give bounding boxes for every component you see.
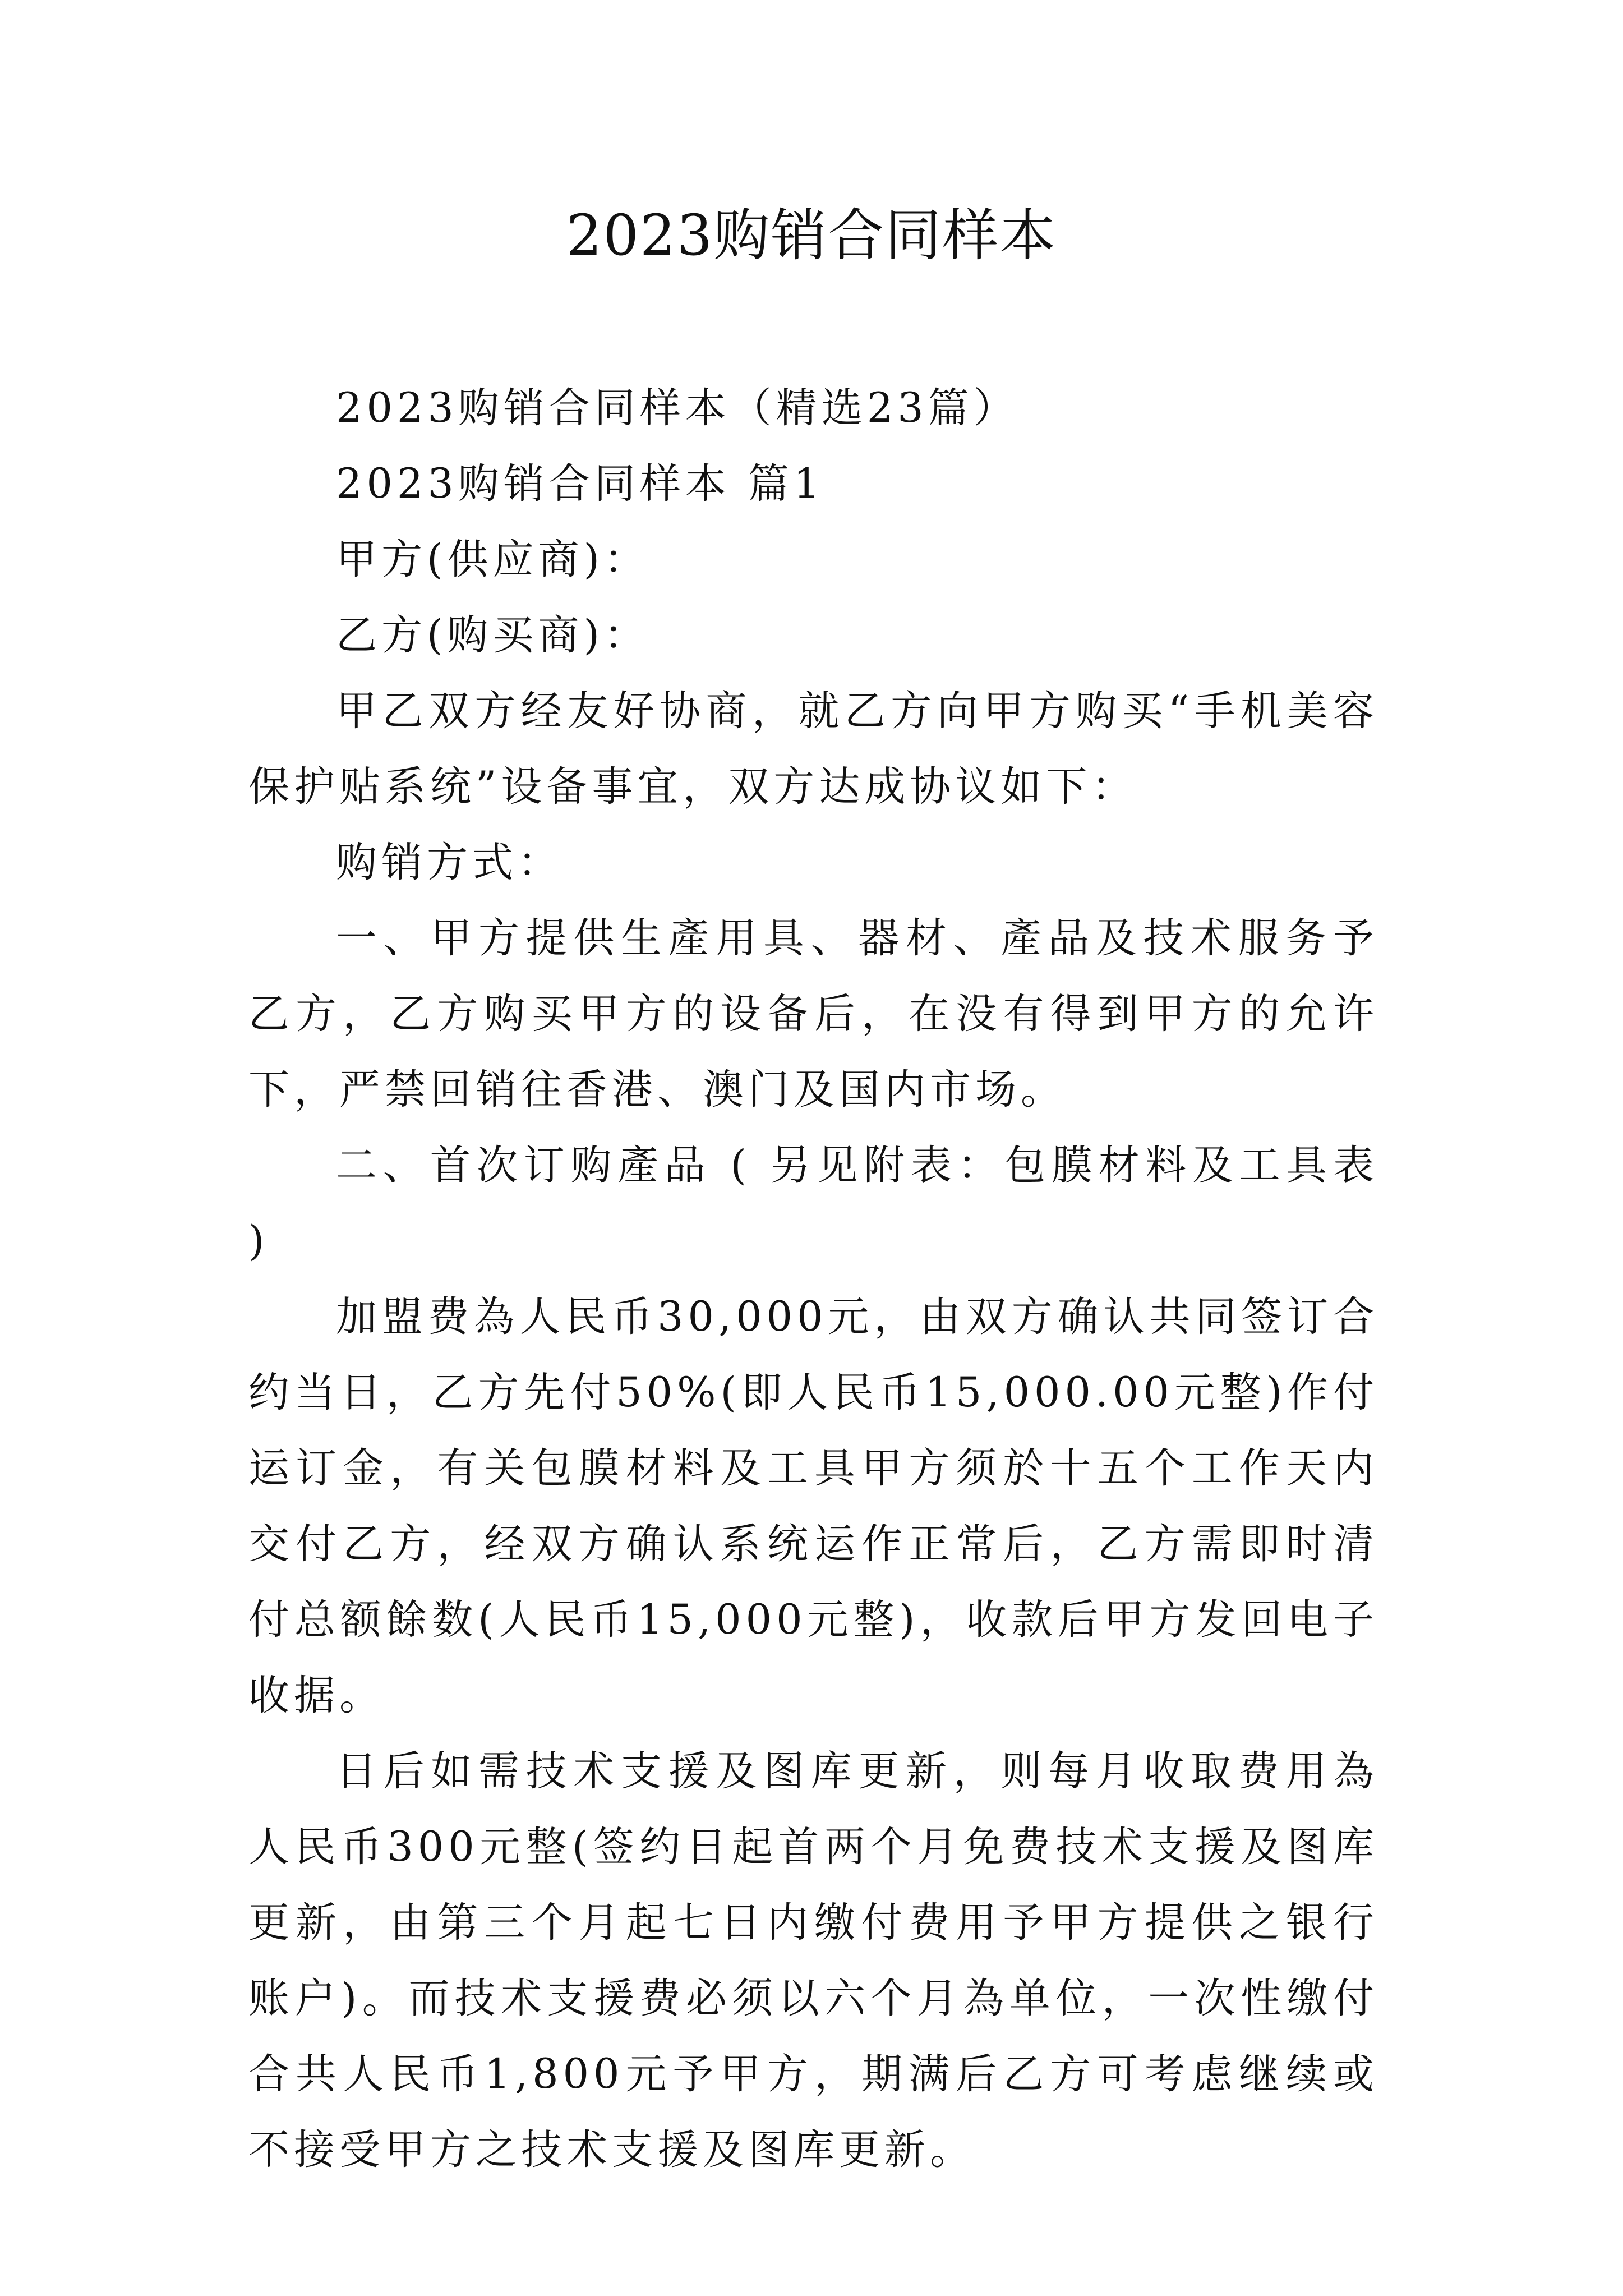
paragraph-sales-method: 购销方式： (336, 839, 563, 886)
paragraph-clause-2: 二、首次订购產品 ( 另见附表：包膜材料及工具表 ) (248, 1142, 1378, 1265)
paragraph-tech-support: 日后如需技术支援及图库更新，则每月收取费用為人民币300元整(签约日起首两个月免费技术支援及图库更新，由第三个月起七日内缴付费用予甲方提供之银行账户)。而技术支援费必须以六个月為单位，一次性缴付合共人民币1,800元予甲方，期满后乙方可考虑继续或不接受甲方之技术支援及图库更新。 (248, 1747, 1378, 2174)
document-title: 2023购销合同样本 (566, 203, 1057, 268)
paragraph-clause-1: 一、甲方提供生產用具、器材、產品及技术服务予乙方，乙方购买甲方的设备后，在没有得到甲方的允许下，严禁回销往香港、澳门及国内市场。 (248, 914, 1378, 1114)
paragraph-section-title: 2023购销合同样本 篇1 (336, 460, 824, 508)
paragraph-franchise-fee: 加盟费為人民币30,000元，由双方确认共同签订合约当日，乙方先付50%(即人民币15,000.00元整)作付运订金，有关包膜材料及工具甲方须於十五个工作天内交付乙方，经双方确认系统运作正常后，乙方需即时清付总额餘数(人民币15,000元整)，收款后甲方发回电子收据。 (248, 1293, 1378, 1719)
paragraph-party-a: 甲方(供应商)： (336, 536, 649, 583)
paragraph-party-b: 乙方(购买商)： (336, 611, 649, 659)
paragraph-heading: 2023购销合同样本（精选23篇） (336, 384, 1019, 432)
document-body (248, 370, 1378, 2188)
paragraph-agreement-intro: 甲乙双方经友好协商，就乙方向甲方购买“手机美容保护贴系统”设备事宜，双方达成协议如下： (248, 687, 1378, 811)
